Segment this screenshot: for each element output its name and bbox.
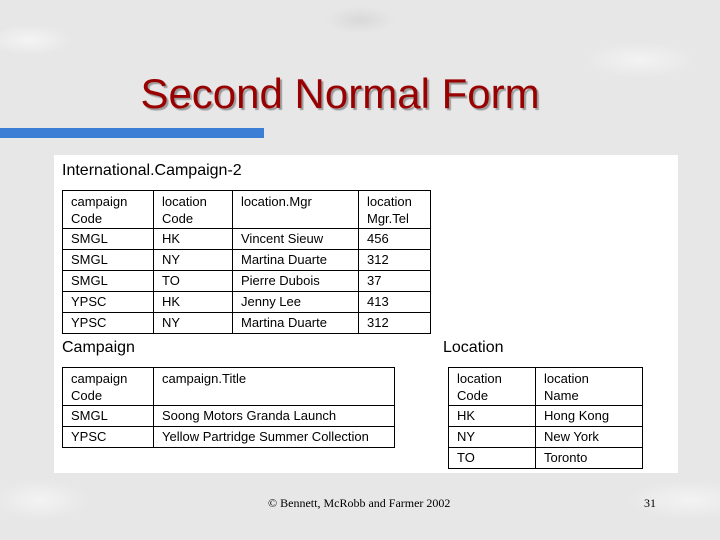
table-cell: HK (154, 292, 233, 313)
table-cell: Martina Duarte (233, 313, 359, 334)
table-cell: 312 (359, 250, 431, 271)
table-cell: Martina Duarte (233, 250, 359, 271)
column-header: location Name (536, 368, 643, 406)
location-table-caption: Location (443, 339, 504, 356)
column-header: location Mgr.Tel (359, 191, 431, 229)
table-cell: Vincent Sieuw (233, 229, 359, 250)
table-cell: SMGL (63, 250, 154, 271)
column-header: location.Mgr (233, 191, 359, 229)
table-row (63, 250, 431, 271)
table-row (63, 406, 395, 427)
table-cell: Yellow Partridge Summer Collection (154, 427, 395, 448)
table-cell: NY (154, 313, 233, 334)
table-cell: 413 (359, 292, 431, 313)
table-cell: HK (154, 229, 233, 250)
table-cell: New York (536, 427, 643, 448)
table-cell: 37 (359, 271, 431, 292)
intl-campaign-table (62, 190, 431, 334)
table-row (449, 427, 643, 448)
table-cell: YPSC (63, 292, 154, 313)
table-cell: SMGL (63, 406, 154, 427)
table-cell: SMGL (63, 229, 154, 250)
table-cell: HK (449, 406, 536, 427)
table-header-row (63, 191, 431, 229)
table-row (63, 292, 431, 313)
table-row (63, 271, 431, 292)
table-cell: Pierre Dubois (233, 271, 359, 292)
slide-title: Second Normal Form (140, 70, 540, 117)
campaign-table (62, 367, 395, 448)
table-cell: Toronto (536, 448, 643, 469)
table-header-row (63, 368, 395, 406)
column-header: campaign Code (63, 191, 154, 229)
copyright-text: © Bennett, McRobb and Farmer 2002 (268, 496, 451, 510)
table-row (449, 406, 643, 427)
table-cell: 312 (359, 313, 431, 334)
table-row (449, 448, 643, 469)
table-cell: TO (154, 271, 233, 292)
column-header: campaign.Title (154, 368, 395, 406)
title-accent-bar (0, 128, 264, 138)
page-number: 31 (644, 496, 656, 510)
table-row (63, 229, 431, 250)
table-header-row (449, 368, 643, 406)
campaign-table-caption: Campaign (62, 339, 135, 356)
table-row (63, 313, 431, 334)
table-cell: Hong Kong (536, 406, 643, 427)
table-cell: NY (154, 250, 233, 271)
table-cell: TO (449, 448, 536, 469)
table-row (63, 427, 395, 448)
table-cell: YPSC (63, 313, 154, 334)
table-cell: 456 (359, 229, 431, 250)
column-header: location Code (449, 368, 536, 406)
table-cell: SMGL (63, 271, 154, 292)
location-table (448, 367, 643, 469)
table-cell: YPSC (63, 427, 154, 448)
column-header: campaign Code (63, 368, 154, 406)
table-cell: Soong Motors Granda Launch (154, 406, 395, 427)
table-cell: Jenny Lee (233, 292, 359, 313)
table-cell: NY (449, 427, 536, 448)
intl-table-caption: International.Campaign-2 (62, 162, 242, 179)
column-header: location Code (154, 191, 233, 229)
